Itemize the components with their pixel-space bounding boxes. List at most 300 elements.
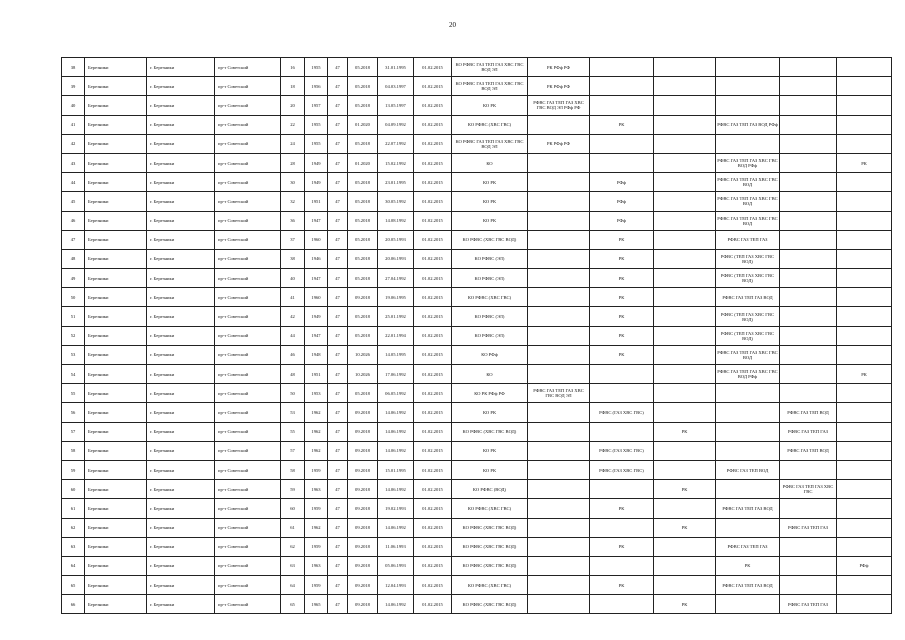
table-cell: 09.2018 — [348, 518, 378, 537]
table-cell: 52 — [62, 326, 85, 345]
table-cell: 47 — [328, 288, 348, 307]
table-cell — [716, 58, 780, 77]
table-row — [62, 77, 892, 96]
table-cell: пр-т Советский — [215, 269, 281, 288]
table-cell: 1947 — [305, 326, 328, 345]
table-cell: г. Березники — [147, 77, 215, 96]
table-cell: Березники — [85, 230, 147, 249]
table-row — [62, 96, 892, 115]
table-cell: 42 — [281, 307, 305, 326]
table-cell: 48 — [62, 249, 85, 268]
table-cell: РФВС ГАЗ ТЕП ГАЗ — [716, 230, 780, 249]
table-cell — [528, 595, 590, 614]
table-cell — [654, 96, 716, 115]
table-cell: 56 — [62, 403, 85, 422]
table-cell: 47 — [62, 230, 85, 249]
table-cell — [654, 307, 716, 326]
table-cell: 1956 — [305, 77, 328, 96]
table-cell — [716, 96, 780, 115]
table-cell — [654, 537, 716, 556]
table-cell: 47 — [328, 422, 348, 441]
table-cell — [780, 345, 837, 364]
table-cell: 09.2018 — [348, 288, 378, 307]
table-cell — [780, 537, 837, 556]
table-cell: РФВС (ТЕП ГАЗ ХВС ГВС ВОД) — [716, 249, 780, 268]
table-cell: Березники — [85, 211, 147, 230]
table-cell — [716, 441, 780, 460]
table-cell: 39 — [62, 77, 85, 96]
table-cell: РФВС (ТЕП ГАЗ ХВС ГВС ВОД) — [716, 326, 780, 345]
table-row — [62, 211, 892, 230]
table-cell: 14.06.1992 — [378, 595, 414, 614]
table-cell: г. Березники — [147, 345, 215, 364]
table-cell: 09.2018 — [348, 480, 378, 499]
table-cell: пр-т Советский — [215, 460, 281, 479]
table-cell: г. Березники — [147, 326, 215, 345]
table-row — [62, 249, 892, 268]
table-cell: 09.2018 — [348, 576, 378, 595]
table-cell: РФВС ГАЗ ТЕП ГАЗ — [716, 537, 780, 556]
table-cell: КО РФВС (ЭЛ) — [452, 307, 528, 326]
table-cell: 01.02.2015 — [414, 441, 452, 460]
table-cell: 1959 — [305, 537, 328, 556]
table-cell: пр-т Советский — [215, 595, 281, 614]
table-cell: 50 — [281, 384, 305, 403]
table-cell: 01.02.2015 — [414, 326, 452, 345]
table-cell: 01.02.2015 — [414, 518, 452, 537]
table-cell: 01.02.2015 — [414, 230, 452, 249]
table-cell — [528, 537, 590, 556]
table-cell: 09.2018 — [348, 556, 378, 575]
table-cell: РФВС ГАЗ ТЕП ГАЗ ВОД — [716, 576, 780, 595]
table-cell: Березники — [85, 460, 147, 479]
table-cell: 47 — [328, 326, 348, 345]
table-cell: РФВС (ГАЗ ХВС ГВС) — [590, 460, 654, 479]
table-cell: г. Березники — [147, 211, 215, 230]
table-cell: 05.06.1993 — [378, 556, 414, 575]
table-cell: 59 — [281, 480, 305, 499]
table-cell: г. Березники — [147, 441, 215, 460]
table-cell: 01.02.2015 — [414, 422, 452, 441]
table-cell: пр-т Советский — [215, 518, 281, 537]
table-row — [62, 518, 892, 537]
table-cell — [654, 173, 716, 192]
table-cell — [528, 518, 590, 537]
table-cell: РК — [590, 269, 654, 288]
table-cell — [716, 134, 780, 153]
table-cell: РФф — [590, 211, 654, 230]
table-cell: 05.2018 — [348, 96, 378, 115]
table-cell: 57 — [281, 441, 305, 460]
table-cell — [654, 269, 716, 288]
table-cell: 47 — [328, 403, 348, 422]
table-cell: 20 — [281, 96, 305, 115]
table-cell: КО РФВС (ЭЛ) — [452, 269, 528, 288]
table-cell: 43 — [62, 153, 85, 172]
table-row — [62, 460, 892, 479]
table-cell: г. Березники — [147, 499, 215, 518]
table-cell: 54 — [62, 365, 85, 384]
table-cell: 01.02.2015 — [414, 403, 452, 422]
table-cell — [528, 422, 590, 441]
table-cell: 09.2018 — [348, 537, 378, 556]
table-row — [62, 537, 892, 556]
table-cell: КО РФВС (ХВС ГВС ВОД) — [452, 537, 528, 556]
table-cell: 19.02.1993 — [378, 499, 414, 518]
table-cell — [837, 134, 892, 153]
table-cell — [780, 249, 837, 268]
table-cell: г. Березники — [147, 384, 215, 403]
table-cell: РК — [716, 556, 780, 575]
table-cell: г. Березники — [147, 58, 215, 77]
table-cell: 47 — [328, 153, 348, 172]
table-cell: 65 — [62, 576, 85, 595]
table-cell: РФВС ГАЗ ТЕП ГАЗ — [780, 422, 837, 441]
table-row — [62, 153, 892, 172]
table-cell: РК — [590, 249, 654, 268]
table-row — [62, 288, 892, 307]
table-cell: 27.04.1992 — [378, 269, 414, 288]
table-cell: 01.02.2015 — [414, 537, 452, 556]
table-cell — [528, 480, 590, 499]
table-cell: пр-т Советский — [215, 403, 281, 422]
table-cell: 01.02.2015 — [414, 115, 452, 134]
table-cell: 11.06.1993 — [378, 537, 414, 556]
table-cell — [780, 77, 837, 96]
table-cell: 47 — [328, 249, 348, 268]
table-cell — [837, 384, 892, 403]
table-cell: г. Березники — [147, 556, 215, 575]
table-cell: 30.05.1992 — [378, 192, 414, 211]
table-cell: Березники — [85, 153, 147, 172]
table-cell: КО РФВС (ХВС ГВС ВОД) — [452, 230, 528, 249]
table-cell — [837, 326, 892, 345]
table-cell: РФВС ГАЗ ТЕП ГАЗ ХВС ГВС ВОД РФф — [716, 365, 780, 384]
table-cell: КО РФВС (ХВС ГВС ВОД) — [452, 422, 528, 441]
table-cell: г. Березники — [147, 249, 215, 268]
table-cell — [528, 307, 590, 326]
table-cell — [590, 422, 654, 441]
table-cell: РК — [590, 307, 654, 326]
table-cell: 1957 — [305, 96, 328, 115]
table-cell: пр-т Советский — [215, 365, 281, 384]
table-cell: Березники — [85, 576, 147, 595]
table-cell — [716, 480, 780, 499]
table-cell: КО РФВС ГАЗ ТЕП ГАЗ ХВС ГВС ВОД ЭЛ — [452, 58, 528, 77]
table-cell — [837, 115, 892, 134]
table-cell: РФВС ГАЗ ТЕП ГАЗ — [780, 518, 837, 537]
table-cell — [837, 576, 892, 595]
table-cell — [837, 518, 892, 537]
table-row — [62, 345, 892, 364]
table-cell: г. Березники — [147, 595, 215, 614]
table-cell: г. Березники — [147, 403, 215, 422]
table-cell — [780, 326, 837, 345]
table-cell: 09.2018 — [348, 595, 378, 614]
table-cell: г. Березники — [147, 518, 215, 537]
table-cell — [528, 403, 590, 422]
table-cell: 14.06.1992 — [378, 422, 414, 441]
table-cell — [837, 173, 892, 192]
table-cell — [528, 230, 590, 249]
table-cell: 15.02.1992 — [378, 153, 414, 172]
table-cell: КО — [452, 365, 528, 384]
table-cell: 47 — [328, 192, 348, 211]
table-cell: КО РК — [452, 441, 528, 460]
table-cell: КО РФВС (ВОД) — [452, 480, 528, 499]
table-cell — [590, 595, 654, 614]
table-cell: РФВС ГАЗ ТЕП ГАЗ ХВС ГВС ВОД РФф — [716, 153, 780, 172]
table-cell — [528, 576, 590, 595]
table-cell: пр-т Советский — [215, 192, 281, 211]
table-cell: 47 — [328, 58, 348, 77]
table-cell: 60 — [281, 499, 305, 518]
table-cell: 37 — [281, 230, 305, 249]
table-cell — [654, 134, 716, 153]
table-cell — [654, 384, 716, 403]
table-cell: РФВС ГАЗ ТЕП ГАЗ ХВС ГВС ВОД ЭЛ — [528, 384, 590, 403]
table-cell: 47 — [328, 499, 348, 518]
table-cell: 01.02.2015 — [414, 307, 452, 326]
table-cell: 47 — [328, 576, 348, 595]
table-cell: 47 — [328, 115, 348, 134]
table-cell — [780, 307, 837, 326]
table-cell: КО РК — [452, 192, 528, 211]
table-cell: КО РК — [452, 460, 528, 479]
table-cell — [780, 134, 837, 153]
table-row — [62, 173, 892, 192]
table-cell: 05.2018 — [348, 173, 378, 192]
table-cell: 47 — [328, 96, 348, 115]
table-cell — [837, 58, 892, 77]
table-cell: 1951 — [305, 192, 328, 211]
table-cell: РФВС ГАЗ ТЕП ВОД — [780, 441, 837, 460]
table-cell: 01.02.2015 — [414, 345, 452, 364]
table-row — [62, 499, 892, 518]
table-cell: 1951 — [305, 365, 328, 384]
table-row — [62, 556, 892, 575]
table-cell: 1948 — [305, 345, 328, 364]
table-cell: КО РФВС (ЭЛ) — [452, 249, 528, 268]
table-cell: 04.09.1992 — [378, 115, 414, 134]
table-cell — [837, 441, 892, 460]
table-cell — [780, 460, 837, 479]
table-cell — [837, 422, 892, 441]
table-cell: пр-т Советский — [215, 345, 281, 364]
table-cell — [837, 96, 892, 115]
table-cell — [837, 288, 892, 307]
table-cell — [654, 345, 716, 364]
table-cell: 14.06.1992 — [378, 480, 414, 499]
table-cell: 05.2018 — [348, 307, 378, 326]
table-cell: 22.01.1994 — [378, 326, 414, 345]
table-cell — [654, 460, 716, 479]
table-cell: РК — [654, 518, 716, 537]
table-cell — [590, 384, 654, 403]
table-cell: 61 — [62, 499, 85, 518]
table-cell: 47 — [328, 384, 348, 403]
table-cell — [780, 173, 837, 192]
table-cell: Березники — [85, 173, 147, 192]
table-cell: КО РФВС ГАЗ ТЕП ГАЗ ХВС ГВС ВОД ЭЛ — [452, 134, 528, 153]
table-cell: 18 — [281, 77, 305, 96]
table-cell — [654, 499, 716, 518]
table-cell — [837, 460, 892, 479]
table-cell: РФВС (ТЕП ГАЗ ХВС ГВС ВОД) — [716, 269, 780, 288]
table-cell: 1946 — [305, 249, 328, 268]
table-cell — [528, 345, 590, 364]
table-cell: 1963 — [305, 480, 328, 499]
table-cell: 01.02.2015 — [414, 460, 452, 479]
table-cell: Березники — [85, 192, 147, 211]
table-cell: Березники — [85, 115, 147, 134]
table-cell: РФВС ГАЗ ТЕП ГАЗ ХВС ГВС — [780, 480, 837, 499]
table-cell: 09.2018 — [348, 460, 378, 479]
table-cell: Березники — [85, 422, 147, 441]
table-cell — [837, 77, 892, 96]
table-cell: 1962 — [305, 422, 328, 441]
table-cell: РФВС ГАЗ ТЕП ГАЗ ХВС ГВС ВОД — [716, 192, 780, 211]
table-cell: 32 — [281, 192, 305, 211]
table-cell: 1947 — [305, 211, 328, 230]
table-cell: 63 — [62, 537, 85, 556]
table-row — [62, 192, 892, 211]
table-cell — [780, 115, 837, 134]
table-cell: 62 — [62, 518, 85, 537]
table-cell: пр-т Советский — [215, 115, 281, 134]
table-cell: РК — [654, 422, 716, 441]
table-cell: 14.06.1992 — [378, 441, 414, 460]
table-cell: 01.02.2015 — [414, 58, 452, 77]
table-cell: 49 — [62, 269, 85, 288]
table-cell: РФВС ГАЗ ТЕП ГАЗ ВОД РФф — [716, 115, 780, 134]
table-cell: РК — [590, 345, 654, 364]
table-cell: Березники — [85, 249, 147, 268]
table-cell: 1949 — [305, 173, 328, 192]
table-cell: Березники — [85, 595, 147, 614]
table-cell: 41 — [281, 288, 305, 307]
table-cell: 48 — [281, 365, 305, 384]
table-cell: 16 — [281, 58, 305, 77]
table-cell: Березники — [85, 365, 147, 384]
table-row — [62, 365, 892, 384]
table-cell — [590, 365, 654, 384]
table-cell: РК РФф РФ — [528, 58, 590, 77]
table-cell: 05.2018 — [348, 58, 378, 77]
table-cell: Березники — [85, 556, 147, 575]
table-cell: 64 — [62, 556, 85, 575]
table-cell: 01.2020 — [348, 115, 378, 134]
table-cell: пр-т Советский — [215, 441, 281, 460]
table-row — [62, 480, 892, 499]
table-cell: пр-т Советский — [215, 556, 281, 575]
table-cell: 40 — [281, 269, 305, 288]
table-cell: РК — [837, 365, 892, 384]
table-cell: 55 — [62, 384, 85, 403]
table-cell: г. Березники — [147, 192, 215, 211]
table-cell — [654, 288, 716, 307]
table-row — [62, 441, 892, 460]
table-cell: 38 — [62, 58, 85, 77]
table-cell: 47 — [328, 365, 348, 384]
table-cell: 12.04.1993 — [378, 576, 414, 595]
table-cell: г. Березники — [147, 115, 215, 134]
table-cell: г. Березники — [147, 269, 215, 288]
table-cell: 01.02.2015 — [414, 249, 452, 268]
table-row — [62, 134, 892, 153]
table-cell: 63 — [281, 556, 305, 575]
table-cell: 09.2018 — [348, 499, 378, 518]
table-cell — [528, 153, 590, 172]
table-cell: г. Березники — [147, 460, 215, 479]
table-cell: 01.02.2015 — [414, 192, 452, 211]
table-cell: 38 — [281, 249, 305, 268]
table-cell — [528, 499, 590, 518]
table-cell — [590, 134, 654, 153]
table-cell — [654, 77, 716, 96]
table-cell: 01.02.2015 — [414, 211, 452, 230]
table-cell: пр-т Советский — [215, 58, 281, 77]
table-cell: КО РК — [452, 96, 528, 115]
table-cell: РК — [654, 595, 716, 614]
table-cell — [780, 58, 837, 77]
table-cell: 47 — [328, 307, 348, 326]
table-cell — [837, 537, 892, 556]
table-cell: 58 — [281, 460, 305, 479]
table-cell: 1962 — [305, 518, 328, 537]
table-cell: 47 — [328, 269, 348, 288]
table-cell: 1959 — [305, 499, 328, 518]
table-cell — [780, 153, 837, 172]
table-cell — [716, 384, 780, 403]
table-cell: г. Березники — [147, 134, 215, 153]
table-cell — [654, 441, 716, 460]
table-cell: 40 — [62, 96, 85, 115]
table-cell: г. Березники — [147, 288, 215, 307]
table-cell: Березники — [85, 403, 147, 422]
table-cell: пр-т Советский — [215, 326, 281, 345]
table-cell: 30 — [281, 173, 305, 192]
table-cell: 14.06.1992 — [378, 403, 414, 422]
table-cell: 47 — [328, 77, 348, 96]
table-cell: 53 — [62, 345, 85, 364]
table-cell: Березники — [85, 480, 147, 499]
table-cell: 05.2018 — [348, 384, 378, 403]
table-cell: 47 — [328, 441, 348, 460]
table-cell: Березники — [85, 518, 147, 537]
table-cell: КО РК РФф РФ — [452, 384, 528, 403]
table-cell: 04.03.1997 — [378, 77, 414, 96]
table-cell: 01.02.2015 — [414, 384, 452, 403]
table-row — [62, 58, 892, 77]
table-cell: Березники — [85, 345, 147, 364]
table-cell: 01.2020 — [348, 153, 378, 172]
table-cell: 01.02.2015 — [414, 288, 452, 307]
table-cell — [654, 365, 716, 384]
table-cell: РК РФф РФ — [528, 134, 590, 153]
table-cell — [837, 230, 892, 249]
table-cell — [654, 249, 716, 268]
table-cell: 01.02.2015 — [414, 173, 452, 192]
table-cell — [590, 96, 654, 115]
table-cell: пр-т Советский — [215, 384, 281, 403]
table-cell: РК — [837, 153, 892, 172]
table-cell — [780, 576, 837, 595]
table-cell — [716, 77, 780, 96]
table-cell: г. Березники — [147, 96, 215, 115]
table-cell — [837, 345, 892, 364]
table-row — [62, 230, 892, 249]
